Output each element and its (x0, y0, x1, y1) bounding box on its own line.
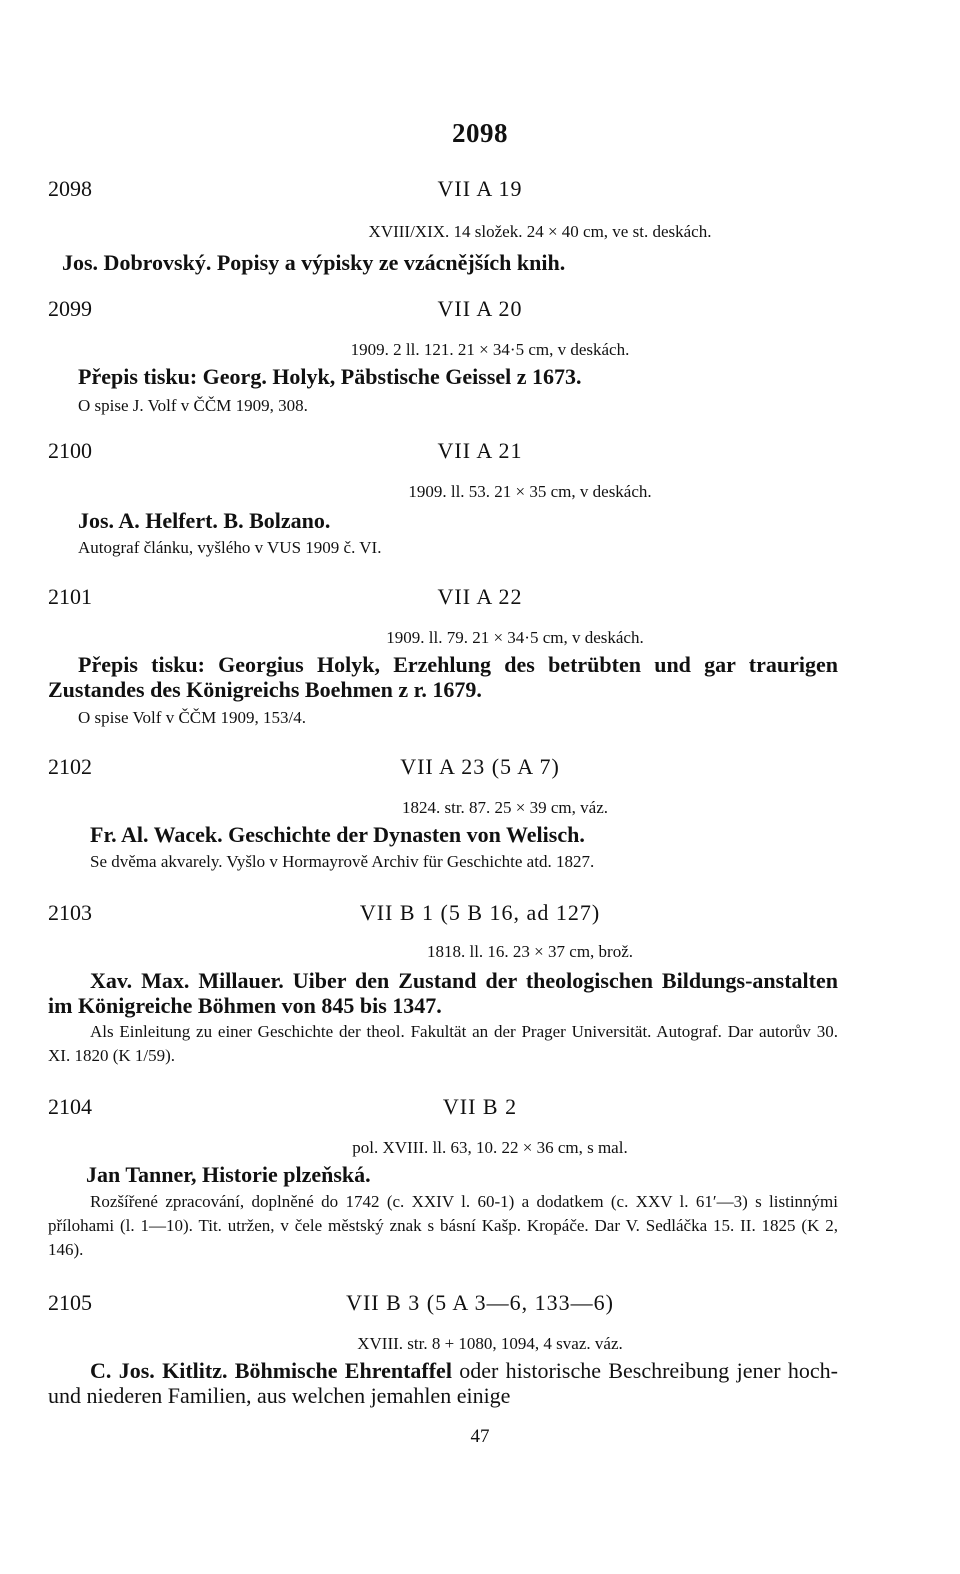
page-number: 47 (470, 1426, 490, 1447)
shelf-signature: VII B 1 (5 B 16, ad 127) (359, 900, 601, 925)
entry-title: Jos. A. Helfert. B. Bolzano. (78, 508, 331, 533)
entry-number: 2100 (48, 438, 92, 463)
entry-note (48, 1190, 838, 1262)
shelf-signature: VII A 23 (5 A 7) (400, 754, 560, 779)
entry-number: 2098 (48, 176, 92, 201)
entry-number: 2105 (48, 1290, 92, 1315)
entry-title: Fr. Al. Wacek. Geschichte der Dynasten von Welisch. (90, 822, 585, 847)
entry-number: 2099 (48, 296, 92, 321)
entry-number: 2102 (48, 754, 92, 779)
entry-number: 2103 (48, 900, 92, 925)
physical-description: pol. XVIII. ll. 63, 10. 22 × 36 cm, s mal. (352, 1138, 628, 1157)
entry-title (48, 968, 838, 1018)
physical-description: XVIII. str. 8 + 1080, 1094, 4 svaz. váz. (357, 1334, 623, 1353)
entry-number: 2104 (48, 1094, 92, 1119)
entry-note: O spise J. Volf v ČČM 1909, 308. (78, 396, 308, 415)
physical-description: 1824. str. 87. 25 × 39 cm, váz. (401, 798, 608, 817)
entry-note: O spise Volf v ČČM 1909, 153/4. (78, 708, 306, 727)
shelf-signature: VII A 22 (437, 584, 523, 609)
physical-description: XVIII/XIX. 14 složek. 24 × 40 cm, ve st. deskách. (368, 222, 712, 241)
shelf-signature: VII B 3 (5 A 3—6, 133—6) (346, 1290, 614, 1315)
entry-title: Jos. Dobrovský. Popisy a výpisky ze vzácnějších knih. (62, 250, 566, 275)
physical-description: 1818. ll. 16. 23 × 37 cm, brož. (426, 942, 633, 961)
entry-title (48, 1358, 838, 1408)
shelf-signature: VII A 21 (437, 438, 523, 463)
entry-note-text: Als Einleitung zu einer Geschichte der theol. Fakultät an der Prager Universität. Autograf. Dar autorův 30. XI. 1820 (K 1/59). (48, 1022, 838, 1065)
shelf-signature: VII B 2 (442, 1094, 518, 1119)
entry-title: Jan Tanner, Historie plzeňská. (86, 1162, 371, 1187)
entry-title-text: Přepis tisku: Georgius Holyk, Erzehlung des betrübten und gar traurigen Zustandes des Königreichs Boehmen z r. 1679. (48, 652, 838, 702)
shelf-signature: VII A 20 (437, 296, 523, 321)
entry-note (48, 1020, 838, 1068)
entry-number: 2101 (48, 584, 92, 609)
shelf-signature: VII A 19 (437, 176, 523, 201)
entry-title-rest: oder historische Beschreibung jener hoch- und niederen Familien, aus welchen jemahlen einige (48, 1358, 839, 1408)
entry-title (48, 652, 838, 702)
physical-description: 1909. ll. 53. 21 × 35 cm, v deskách. (408, 482, 652, 501)
physical-description: 1909. ll. 79. 21 × 34·5 cm, v deskách. (386, 628, 644, 647)
page-title: 2098 (452, 118, 508, 148)
entry-note-text: Rozšířené zpracování, doplněné do 1742 (c. XXIV l. 60-1) a dodatkem (c. XXV l. 61′—3) s listinnými přílohami (l. 1—10). Tit. utržen, v čele městský znak s básní Kašp. Kropáče. Dar V. Sedláčka 15. II. 1825 (K 2, 146). (48, 1192, 838, 1259)
entry-title-text: Xav. Max. Millauer. Uiber den Zustand der theologischen Bildungs-anstalten im Königreiche Böhmen von 845 bis 1347. (48, 968, 838, 1018)
entry-title-bold: C. Jos. Kitlitz. Böhmische Ehrentaffel (90, 1358, 452, 1383)
entry-note: Autograf článku, vyšlého v VUS 1909 č. VI. (78, 538, 382, 557)
physical-description: 1909. 2 ll. 121. 21 × 34·5 cm, v deskách. (350, 340, 630, 359)
entry-title: Přepis tisku: Georg. Holyk, Päbstische Geissel z 1673. (78, 364, 582, 389)
entry-note: Se dvěma akvarely. Vyšlo v Hormayrově Archiv für Geschichte atd. 1827. (90, 852, 595, 871)
